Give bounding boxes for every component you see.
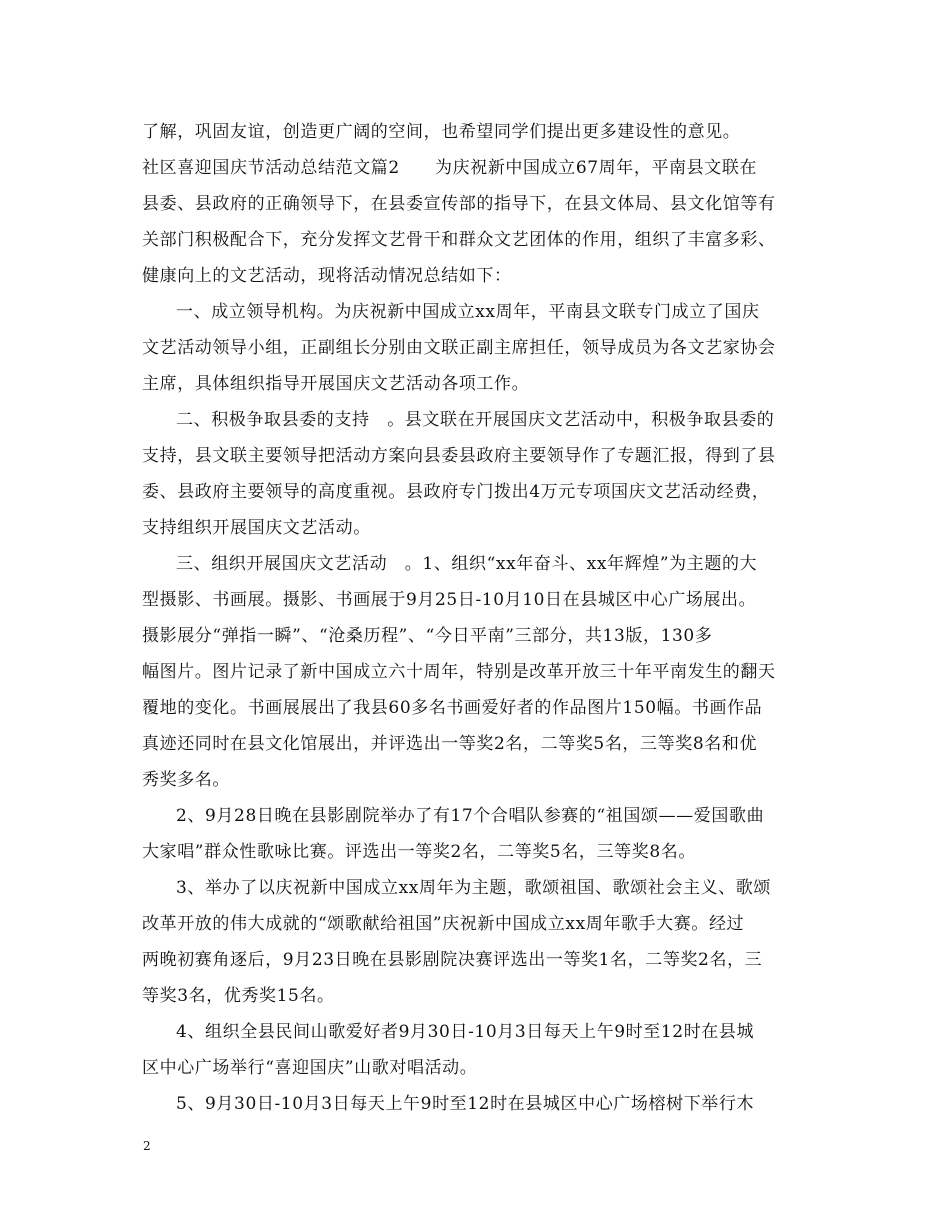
text-line: 县委、县政府的正确领导下，在县委宣传部的指导下，在县文体局、县文化馆等有 — [142, 194, 776, 214]
text-line: 大家唱”群众性歌咏比赛。评选出一等奖2名，二等奖5名，三等奖8名。 — [142, 842, 696, 862]
paragraph-first-line: 二、积极争取县委的支持 。县文联在开展国庆文艺活动中，积极争取县委的 — [176, 410, 775, 430]
text-line: 两晚初赛角逐后，9月23日晚在县影剧院决赛评选出一等奖1名，二等奖2名，三 — [142, 950, 763, 970]
text-line: 支持组织开展国庆文艺活动。 — [142, 518, 371, 538]
text-line: 主席，具体组织指导开展国庆文艺活动各项工作。 — [142, 374, 530, 394]
text-line: 秀奖多名。 — [142, 770, 230, 790]
text-line: 委、县政府主要领导的高度重视。县政府专门拨出4万元专项国庆文艺活动经费， — [142, 482, 770, 502]
paragraph-first-line: 一、成立领导机构。为庆祝新中国成立xx周年，平南县文联专门成立了国庆 — [176, 302, 760, 322]
text-line: 等奖3名，优秀奖15名。 — [142, 986, 335, 1006]
paragraph-first-line: 4、组织全县民间山歌爱好者9月30日-10月3日每天上午9时至12时在县城 — [176, 1022, 755, 1042]
paragraph-first-line: 5、9月30日-10月3日每天上午9时至12时在县城区中心广场榕树下举行木 — [176, 1094, 755, 1114]
text-line: 摄影展分“弹指一瞬”、“沧桑历程”、“今日平南”三部分，共13版，130多 — [142, 626, 713, 646]
text-line: 覆地的变化。书画展展出了我县60多名书画爱好者的作品图片150幅。书画作品 — [142, 698, 763, 718]
text-line: 区中心广场举行“喜迎国庆”山歌对唱活动。 — [142, 1058, 478, 1078]
text-line: 社区喜迎国庆节活动总结范文篇2 为庆祝新中国成立67周年，平南县文联在 — [142, 158, 758, 178]
text-line: 健康向上的文艺活动，现将活动情况总结如下： — [142, 266, 512, 286]
paragraph-first-line: 三、组织开展国庆文艺活动 。1、组织“xx年奋斗、xx年辉煌”为主题的大 — [176, 554, 758, 574]
text-line: 型摄影、书画展。摄影、书画展于9月25日-10月10日在县城区中心广场展出。 — [142, 590, 757, 610]
paragraph-first-line: 2、9月28日晚在县影剧院举办了有17个合唱队参赛的“祖国颂——爱国歌曲 — [176, 806, 765, 826]
page-number: 2 — [143, 1139, 151, 1153]
text-line: 了解，巩固友谊，创造更广阔的空间，也希望同学们提出更多建设性的意见。 — [142, 122, 741, 142]
text-line: 支持，县文联主要领导把活动方案向县委县政府主要领导作了专题汇报，得到了县 — [142, 446, 776, 466]
text-line: 文艺活动领导小组，正副组长分别由文联正副主席担任，领导成员为各文艺家协会 — [142, 338, 776, 358]
text-line: 关部门积极配合下，充分发挥文艺骨干和群众文艺团体的作用，组织了丰富多彩、 — [142, 230, 776, 250]
paragraph-first-line: 3、举办了以庆祝新中国成立xx周年为主题，歌颂祖国、歌颂社会主义、歌颂 — [176, 878, 771, 898]
text-line: 真迹还同时在县文化馆展出，并评选出一等奖2名，二等奖5名，三等奖8名和优 — [142, 734, 758, 754]
text-line: 改革开放的伟大成就的“颂歌献给祖国”庆祝新中国成立xx周年歌手大赛。经过 — [142, 914, 745, 934]
text-line: 幅图片。图片记录了新中国成立六十周年，特别是改革开放三十年平南发生的翻天 — [142, 662, 776, 682]
document-body — [142, 114, 808, 1122]
